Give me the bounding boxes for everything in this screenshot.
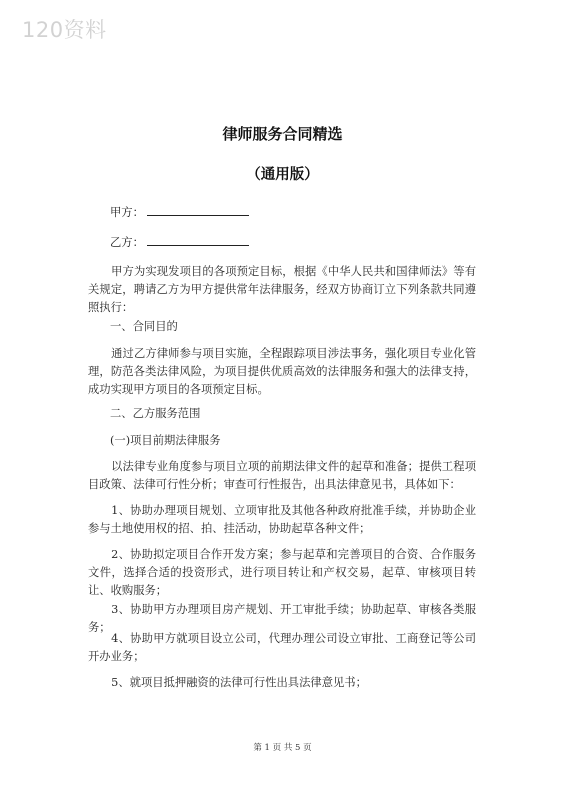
list-item-1: 1、协助办理项目规划、立项审批及其他各种政府批准手续，并协助企业参与土地使用权的招、拍、挂活动，协助起草各种文件； bbox=[88, 504, 476, 535]
section-1-body: 通过乙方律师参与项目实施，全程跟踪项目涉法事务，强化项目专业化管理，防范各类法律风险，为项目提供优质高效的法律服务和强大的法律支持，成功实现甲方项目的各项预定目标。 bbox=[88, 347, 476, 396]
list-item-3: 3、协助甲方办理项目房产规划、开工审批手续；协助起草、审核各类服务； bbox=[88, 603, 476, 634]
subsection-1-heading: (一)项目前期法律服务 bbox=[110, 434, 221, 447]
list-item-5: 5、就项目抵押融资的法律可行性出具法律意见书； bbox=[111, 676, 367, 689]
party-a-blank-line bbox=[147, 204, 249, 216]
section-2-heading: 二、乙方服务范围 bbox=[110, 407, 201, 420]
party-b-field bbox=[110, 234, 249, 250]
watermark-logo: 120资料 bbox=[22, 18, 107, 42]
list-item-4: 4、协助甲方就项目设立公司，代理办理公司设立审批、工商登记等公司开办业务； bbox=[88, 632, 476, 663]
party-a-label: 甲方： bbox=[110, 206, 144, 219]
page-footer: 第 1 页 共 5 页 bbox=[253, 743, 312, 753]
document-title: 律师服务合同精选 bbox=[222, 125, 343, 143]
party-b-blank-line bbox=[147, 234, 249, 246]
document-subtitle: （通用版） bbox=[246, 167, 319, 183]
party-b-label: 乙方： bbox=[110, 236, 144, 249]
party-a-field bbox=[110, 204, 249, 220]
subsection-1-intro: 以法律专业角度参与项目立项的前期法律文件的起草和准备；提供工程项目政策、法律可行性分析；审查可行性报告，出具法律意见书，具体如下： bbox=[88, 460, 476, 491]
intro-paragraph: 甲方为实现发项目的各项预定目标，根据《中华人民共和国律师法》等有关规定，聘请乙方为甲方提供常年法律服务，经双方协商订立下列条款共同遵照执行： bbox=[88, 265, 476, 314]
list-item-2: 2、协助拟定项目合作开发方案；参与起草和完善项目的合资、合作服务文件，选择合适的投资形式，进行项目转让和产权交易，起草、审核项目转让、收购服务； bbox=[88, 548, 476, 597]
section-1-heading: 一、合同目的 bbox=[110, 320, 178, 333]
